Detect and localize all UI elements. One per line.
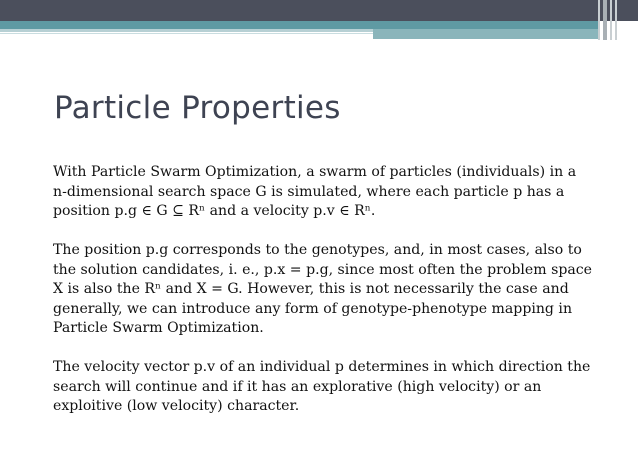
paragraph-position: The position p.g corresponds to the genotypes, and, in most cases, also to the solution candidates, i. e., p.x = p.g, since most often the problem space X is also the Rⁿ and X = G. However, this is not necessarily the case and generally, we can introduce any form of genotype-phenotype mapping in Particle Swarm Optimization. xyxy=(53,242,592,336)
slide-body xyxy=(53,163,593,417)
paragraph-velocity: The velocity vector p.v of an individual p determines in which direction the search will continue and if it has an explorative (high velocity) or an exploitive (low velocity) character. xyxy=(53,359,591,414)
header-bar-light xyxy=(0,29,373,32)
stripe xyxy=(610,0,612,40)
stripe xyxy=(615,0,617,40)
stripe xyxy=(603,0,607,40)
header-bar-dark xyxy=(0,0,638,21)
slide-title: Particle Properties xyxy=(54,90,341,126)
header-stripes xyxy=(598,0,622,40)
header-bar-teal xyxy=(0,21,598,29)
paragraph-intro: With Particle Swarm Optimization, a swarm of particles (individuals) in a n-dimensional search space G is simulated, where each particle p has a position p.g ∈ G ⊆ Rⁿ and a velocity p.v ∈ Rⁿ. xyxy=(53,164,577,219)
header-divider-line xyxy=(0,33,373,34)
header-bar-teal-secondary xyxy=(373,29,598,39)
stripe xyxy=(598,0,600,40)
